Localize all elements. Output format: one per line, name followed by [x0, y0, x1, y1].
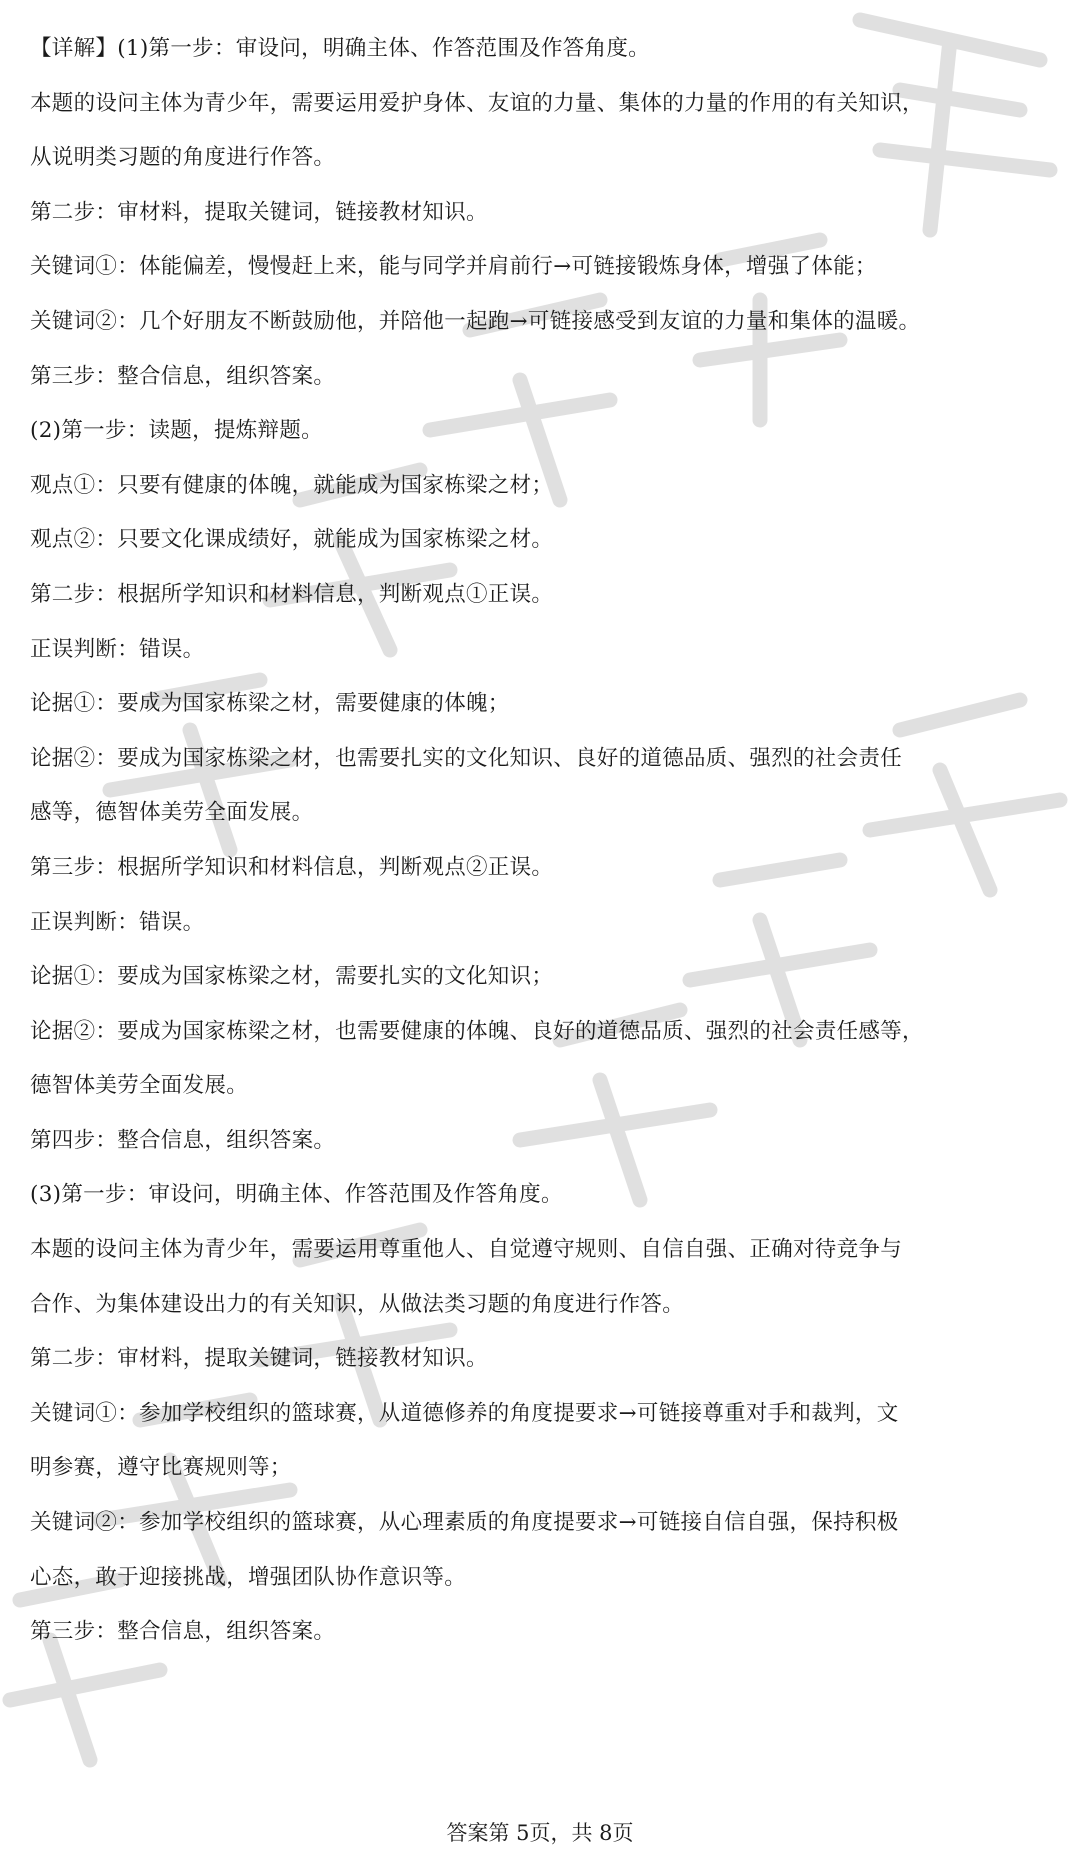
- text-line: 第二步：根据所学知识和材料信息，判断观点①正误。: [30, 581, 554, 607]
- page-footer: 答案第 5页，共 8页: [446, 1821, 634, 1845]
- answer-explanation: [30, 22, 1060, 1660]
- text-line: 关键词②：参加学校组织的篮球赛，从心理素质的角度提要求→可链接自信自强，保持积极: [30, 1510, 899, 1536]
- text-line: 第二步：审材料，提取关键词，链接教材知识。: [30, 1346, 488, 1372]
- text-line: 感等，德智体美劳全面发展。: [30, 800, 314, 826]
- text-line: 观点②：只要文化课成绩好，就能成为国家栋梁之材。: [30, 527, 554, 553]
- text-line: 论据②：要成为国家栋梁之材，也需要健康的体魄、良好的道德品质、强烈的社会责任感等，: [30, 1018, 924, 1044]
- text-line: 正误判断：错误。: [30, 909, 205, 935]
- text-line: 德智体美劳全面发展。: [30, 1073, 249, 1099]
- text-line: 【详解】(1)第一步：审设问，明确主体、作答范围及作答角度。: [30, 36, 650, 61]
- text-line: 观点①：只要有健康的体魄，就能成为国家栋梁之材；: [30, 472, 554, 498]
- text-line: 第三步：整合信息，组织答案。: [30, 363, 336, 389]
- text-line: 合作、为集体建设出力的有关知识，从做法类习题的角度进行作答。: [30, 1291, 685, 1317]
- text-line: 论据②：要成为国家栋梁之材，也需要扎实的文化知识、良好的道德品质、强烈的社会责任: [30, 745, 903, 771]
- text-line: 从说明类习题的角度进行作答。: [30, 145, 336, 171]
- text-line: 第四步：整合信息，组织答案。: [30, 1127, 336, 1153]
- text-line: (2)第一步：读题，提炼辩题。: [30, 418, 323, 444]
- text-line: 关键词①：参加学校组织的篮球赛，从道德修养的角度提要求→可链接尊重对手和裁判，文: [30, 1400, 899, 1426]
- text-line: 本题的设问主体为青少年，需要运用爱护身体、友谊的力量、集体的力量的作用的有关知识，: [30, 90, 924, 116]
- text-line: 心态，敢于迎接挑战，增强团队协作意识等。: [30, 1564, 467, 1590]
- text-line: 明参赛，遵守比赛规则等；: [30, 1455, 292, 1481]
- text-line: 第二步：审材料，提取关键词，链接教材知识。: [30, 199, 488, 225]
- text-line: 论据①：要成为国家栋梁之材，需要扎实的文化知识；: [30, 964, 554, 990]
- text-line: 第三步：整合信息，组织答案。: [30, 1619, 336, 1645]
- text-line: 本题的设问主体为青少年，需要运用尊重他人、自觉遵守规则、自信自强、正确对待竞争与: [30, 1237, 903, 1263]
- text-line: 正误判断：错误。: [30, 636, 205, 662]
- text-line: 关键词①：体能偏差，慢慢赶上来，能与同学并肩前行→可链接锻炼身体，增强了体能；: [30, 254, 877, 280]
- text-line: 第三步：根据所学知识和材料信息，判断观点②正误。: [30, 854, 554, 880]
- text-line: 论据①：要成为国家栋梁之材，需要健康的体魄；: [30, 691, 510, 717]
- text-line: (3)第一步：审设问，明确主体、作答范围及作答角度。: [30, 1182, 563, 1208]
- text-line: 关键词②：几个好朋友不断鼓励他，并陪他一起跑→可链接感受到友谊的力量和集体的温暖。: [30, 308, 921, 334]
